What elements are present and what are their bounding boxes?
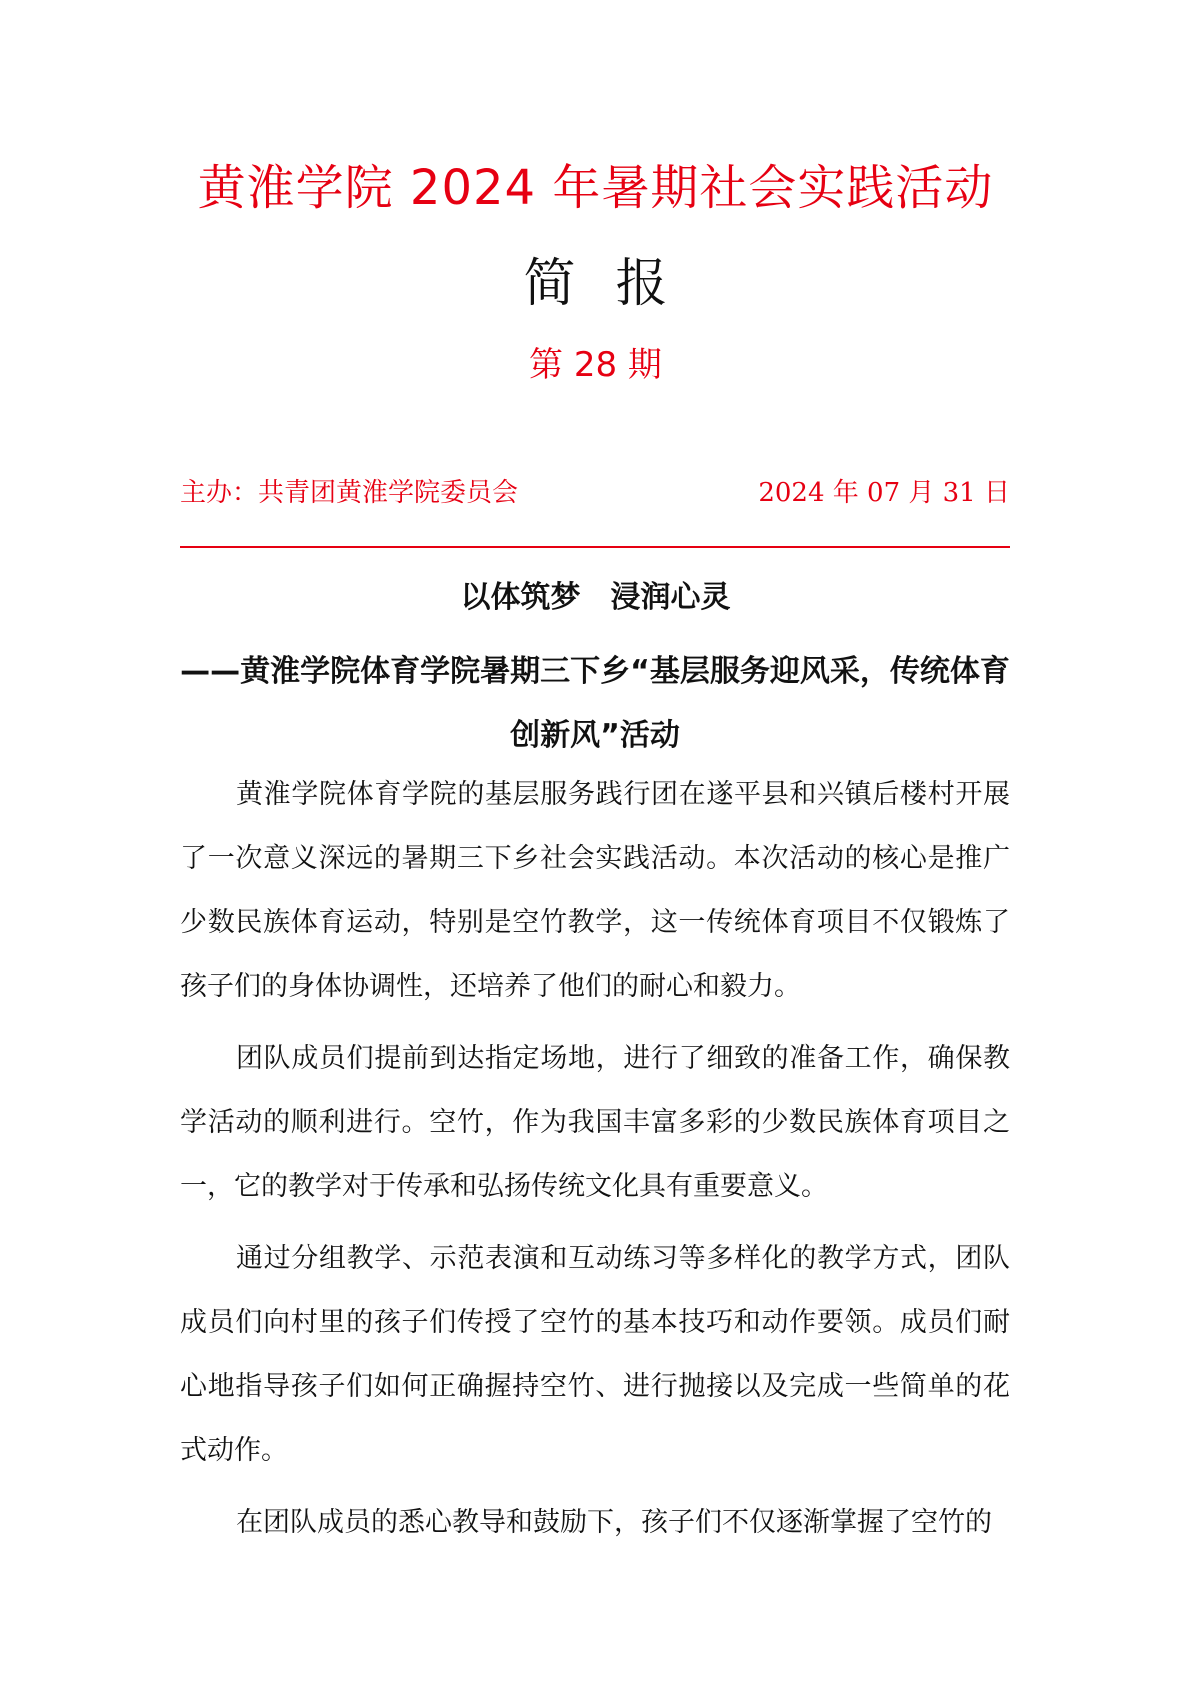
paragraph: 通过分组教学、示范表演和互动练习等多样化的教学方式，团队成员们向村里的孩子们传授了空竹的基本技巧和动作要领。成员们耐心地指导孩子们如何正确握持空竹、进行抛接以及完成一些简单的花式动作。 — [180, 1243, 1010, 1466]
article-body — [180, 763, 1010, 1563]
paragraph: 黄淮学院体育学院的基层服务践行团在遂平县和兴镇后楼村开展了一次意义深远的暑期三下乡社会实践活动。本次活动的核心是推广少数民族体育运动，特别是空竹教学，这一传统体育项目不仅锻炼了孩子们的身体协调性，还培养了他们的耐心和毅力。 — [180, 779, 1010, 1002]
header-divider — [180, 546, 1010, 548]
paragraph: 团队成员们提前到达指定场地，进行了细致的准备工作，确保教学活动的顺利进行。空竹，作为我国丰富多彩的少数民族体育项目之一，它的教学对于传承和弘扬传统文化具有重要意义。 — [180, 1043, 1010, 1202]
article-title: 以体筑梦 浸润心灵 — [460, 580, 731, 615]
host-organization: 主办：共青团黄淮学院委员会 — [180, 478, 519, 508]
bulletin-subtitle: 简报 — [523, 254, 708, 314]
paragraph: 在团队成员的悉心教导和鼓励下，孩子们不仅逐渐掌握了空竹的 — [236, 1507, 992, 1538]
article-subtitle: ——黄淮学院体育学院暑期三下乡“基层服务迎风采，传统体育创新风”活动 — [180, 654, 1010, 753]
publish-date: 2024 年 07 月 31 日 — [758, 478, 1010, 508]
issue-number: 第 28 期 — [529, 345, 662, 385]
bulletin-title: 黄淮学院 2024 年暑期社会实践活动 — [197, 160, 994, 216]
